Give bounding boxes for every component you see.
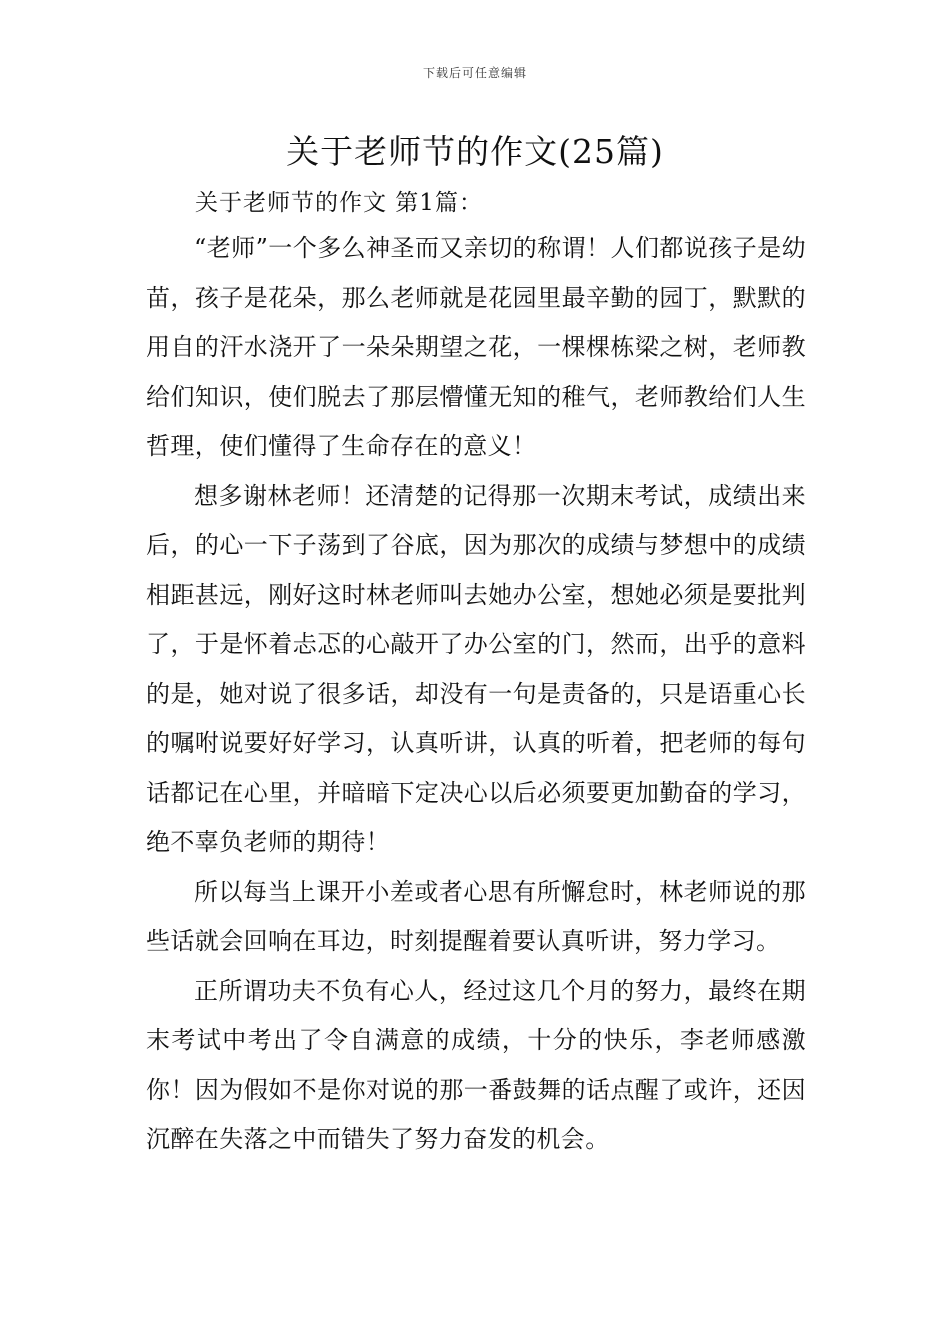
document-title: 关于老师节的作文(25篇) bbox=[286, 132, 664, 171]
paragraph: 正所谓功夫不负有心人，经过这几个月的努力，最终在期末考试中考出了令自满意的成绩，十分的快乐，李老师感激你！因为假如不是你对说的那一番鼓舞的话点醒了或许，还因沉醉在失落之中而错失了努力奋发的机会。 bbox=[146, 976, 806, 1153]
paragraph: 所以每当上课开小差或者心思有所懈怠时，林老师说的那些话就会回响在耳边，时刻提醒着要认真听讲，努力学习。 bbox=[146, 877, 806, 955]
paragraph: 想多谢林老师！还清楚的记得那一次期末考试，成绩出来后，的心一下子荡到了谷底，因为那次的成绩与梦想中的成绩相距甚远，刚好这时林老师叫去她办公室，想她必须是要批判了，于是怀着忐忑的心敲开了办公室的门，然而，出乎的意料的是，她对说了很多话，却没有一句是责备的，只是语重心长的嘱咐说要好好学习，认真听讲，认真的听着，把老师的每句话都记在心里，并暗暗下定决心以后必须要更加勤奋的学习，绝不辜负老师的期待！ bbox=[146, 481, 806, 856]
essay-body bbox=[146, 224, 806, 1165]
section-subtitle: 关于老师节的作文 第1篇： bbox=[195, 190, 483, 216]
paragraph: “老师”一个多么神圣而又亲切的称谓！人们都说孩子是幼苗，孩子是花朵，那么老师就是花园里最辛勤的园丁，默默的用自的汗水浇开了一朵朵期望之花，一棵棵栋梁之树，老师教给们知识，使们脱去了那层懵懂无知的稚气，老师教给们人生哲理，使们懂得了生命存在的意义！ bbox=[146, 234, 806, 460]
header-note: 下载后可任意编辑 bbox=[422, 66, 527, 80]
